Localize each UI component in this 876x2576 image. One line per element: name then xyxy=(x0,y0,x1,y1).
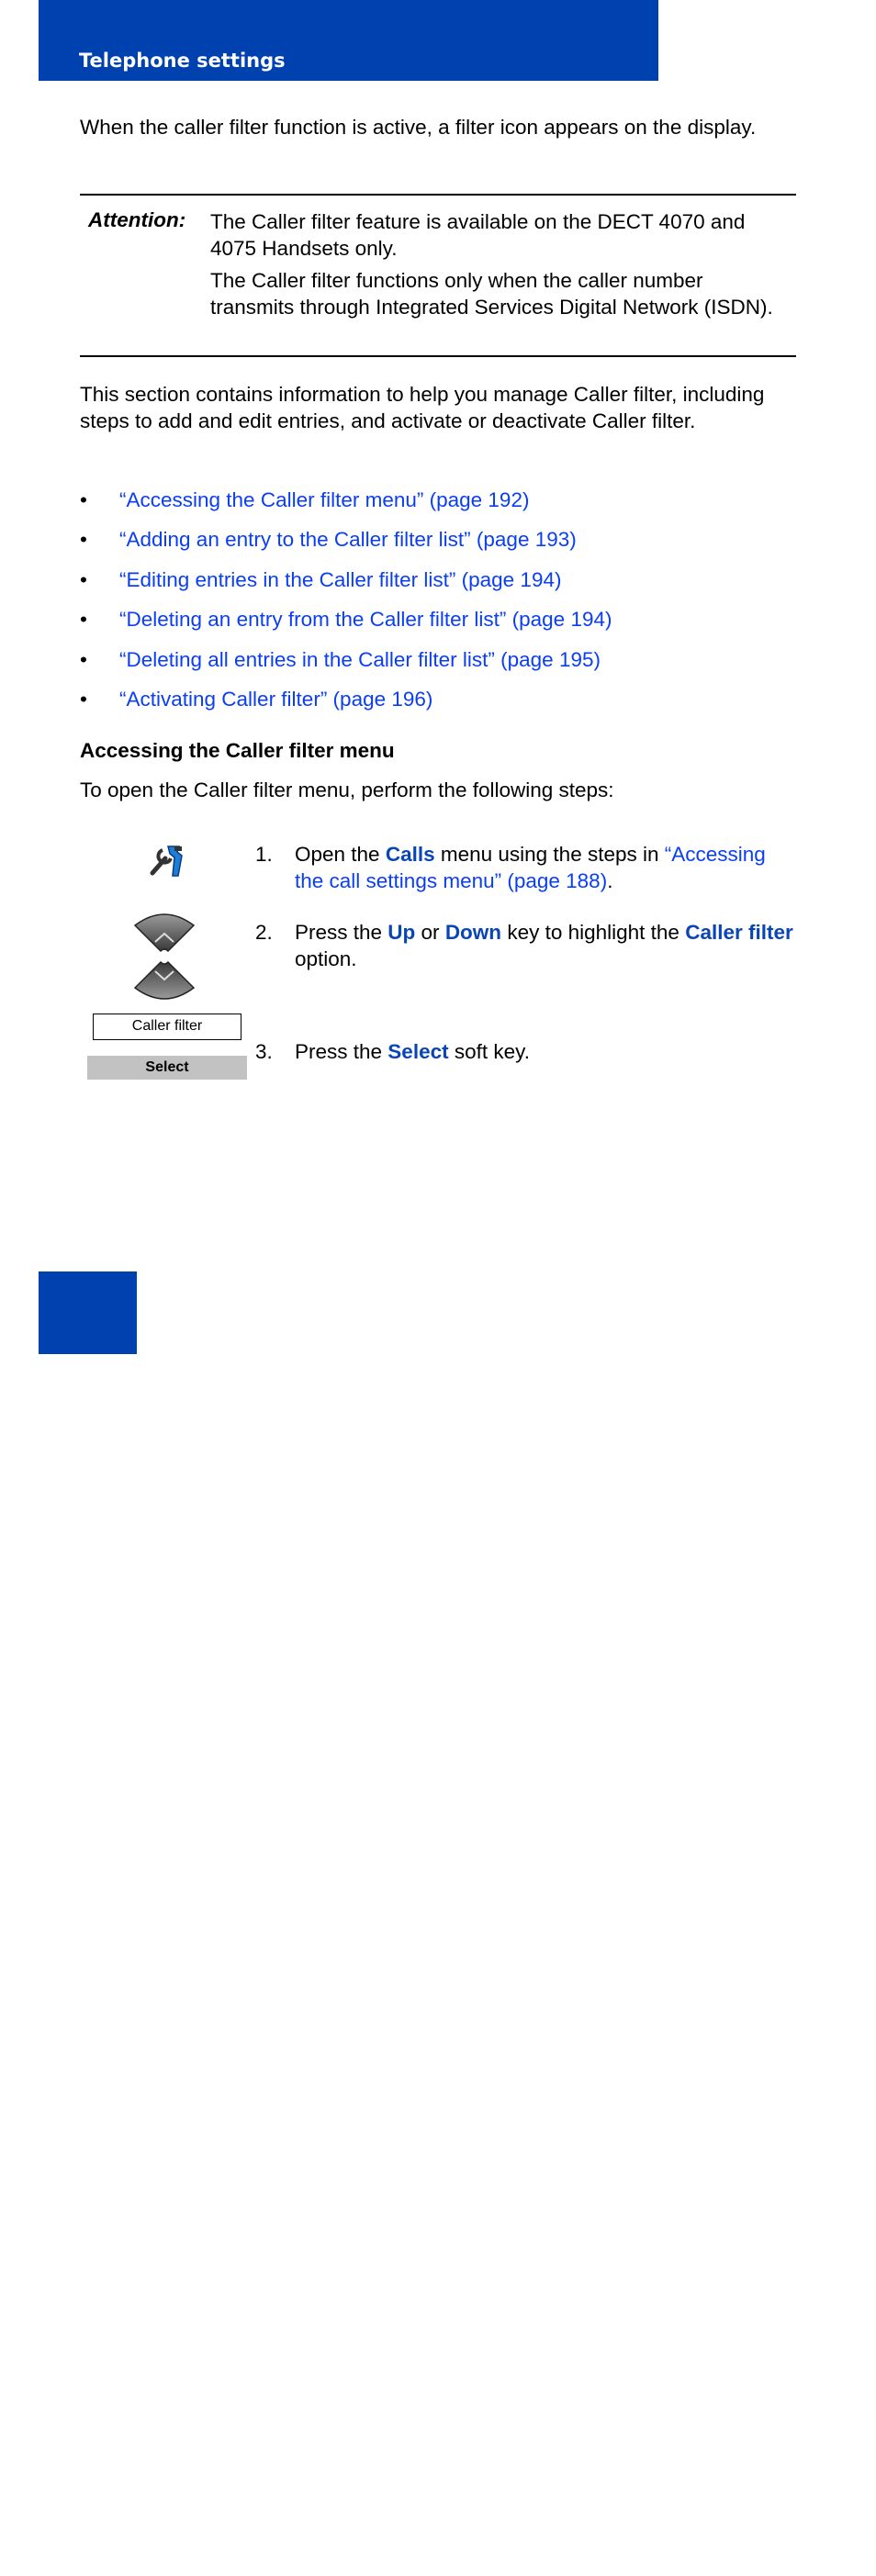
bullet: • xyxy=(80,647,87,671)
keyword-caller-filter: Caller filter xyxy=(685,921,793,944)
select-softkey[interactable]: Select xyxy=(87,1056,247,1080)
bullet: • xyxy=(80,687,87,711)
text-segment: menu using the steps in xyxy=(434,843,665,866)
steps-intro-paragraph: To open the Caller filter menu, perform the following steps: xyxy=(80,778,614,801)
attention-label: Attention: xyxy=(88,208,186,231)
keyword-calls: Calls xyxy=(385,843,435,866)
keyword-select: Select xyxy=(387,1040,449,1063)
step-text xyxy=(295,919,800,972)
step-number: 2. xyxy=(255,921,273,944)
text-segment: soft key. xyxy=(448,1040,530,1063)
text-segment: Open the xyxy=(295,843,386,866)
nav-up-down-icon[interactable] xyxy=(131,909,197,1004)
text-segment: Press the xyxy=(295,1040,388,1063)
section-heading: Accessing the Caller filter menu xyxy=(80,739,395,762)
intro-paragraph: When the caller filter function is active, a filter icon appears on the display. xyxy=(80,116,757,139)
handset-display: Caller filter xyxy=(93,1014,241,1040)
section-intro-paragraph: This section contains information to help you manage Caller filter, including steps to add and edit entries, and activate or deactivate Caller filter. xyxy=(80,383,765,432)
text-segment: option. xyxy=(295,947,357,970)
bullet: • xyxy=(80,488,87,511)
attention-text-2: The Caller filter functions only when the caller number transmits through Integrated Services Digital Network (ISDN). xyxy=(210,269,773,319)
link-adding-entry[interactable]: “Adding an entry to the Caller filter list” (page 193) xyxy=(119,528,577,552)
step-number: 3. xyxy=(255,1040,273,1063)
keyword-up: Up xyxy=(387,921,416,944)
link-activating-caller-filter[interactable]: “Activating Caller filter” (page 196) xyxy=(119,687,433,711)
page-number: 192 xyxy=(81,2554,121,2576)
text-segment: . xyxy=(607,869,613,892)
link-deleting-entry[interactable]: “Deleting an entry from the Caller filter list” (page 194) xyxy=(119,608,612,632)
header-bar xyxy=(39,0,658,81)
text-segment: Press the xyxy=(295,921,388,944)
step-text xyxy=(295,841,800,894)
link-accessing-caller-filter-menu[interactable]: “Accessing the Caller filter menu” (page 192) xyxy=(119,488,530,511)
footer-page-box xyxy=(39,1271,137,2576)
text-segment: or xyxy=(415,921,445,944)
header-title: Telephone settings xyxy=(79,50,286,72)
step-text xyxy=(295,1038,800,1065)
calls-tools-icon xyxy=(147,843,187,878)
attention-box xyxy=(80,194,796,357)
keyword-down: Down xyxy=(444,921,502,944)
link-accessing-call-settings-menu[interactable]: “Accessing the call settings menu” (page 188) xyxy=(295,843,766,892)
text-segment: key to highlight the xyxy=(501,921,686,944)
bullet: • xyxy=(80,567,87,591)
link-deleting-all-entries[interactable]: “Deleting all entries in the Caller filter list” (page 195) xyxy=(119,647,601,671)
attention-text-1: The Caller filter feature is available on the DECT 4070 and 4075 Handsets only. xyxy=(210,210,746,260)
bullet: • xyxy=(80,528,87,552)
bullet: • xyxy=(80,608,87,632)
step-number: 1. xyxy=(255,843,273,866)
link-editing-entries[interactable]: “Editing entries in the Caller filter list” (page 194) xyxy=(119,567,562,591)
